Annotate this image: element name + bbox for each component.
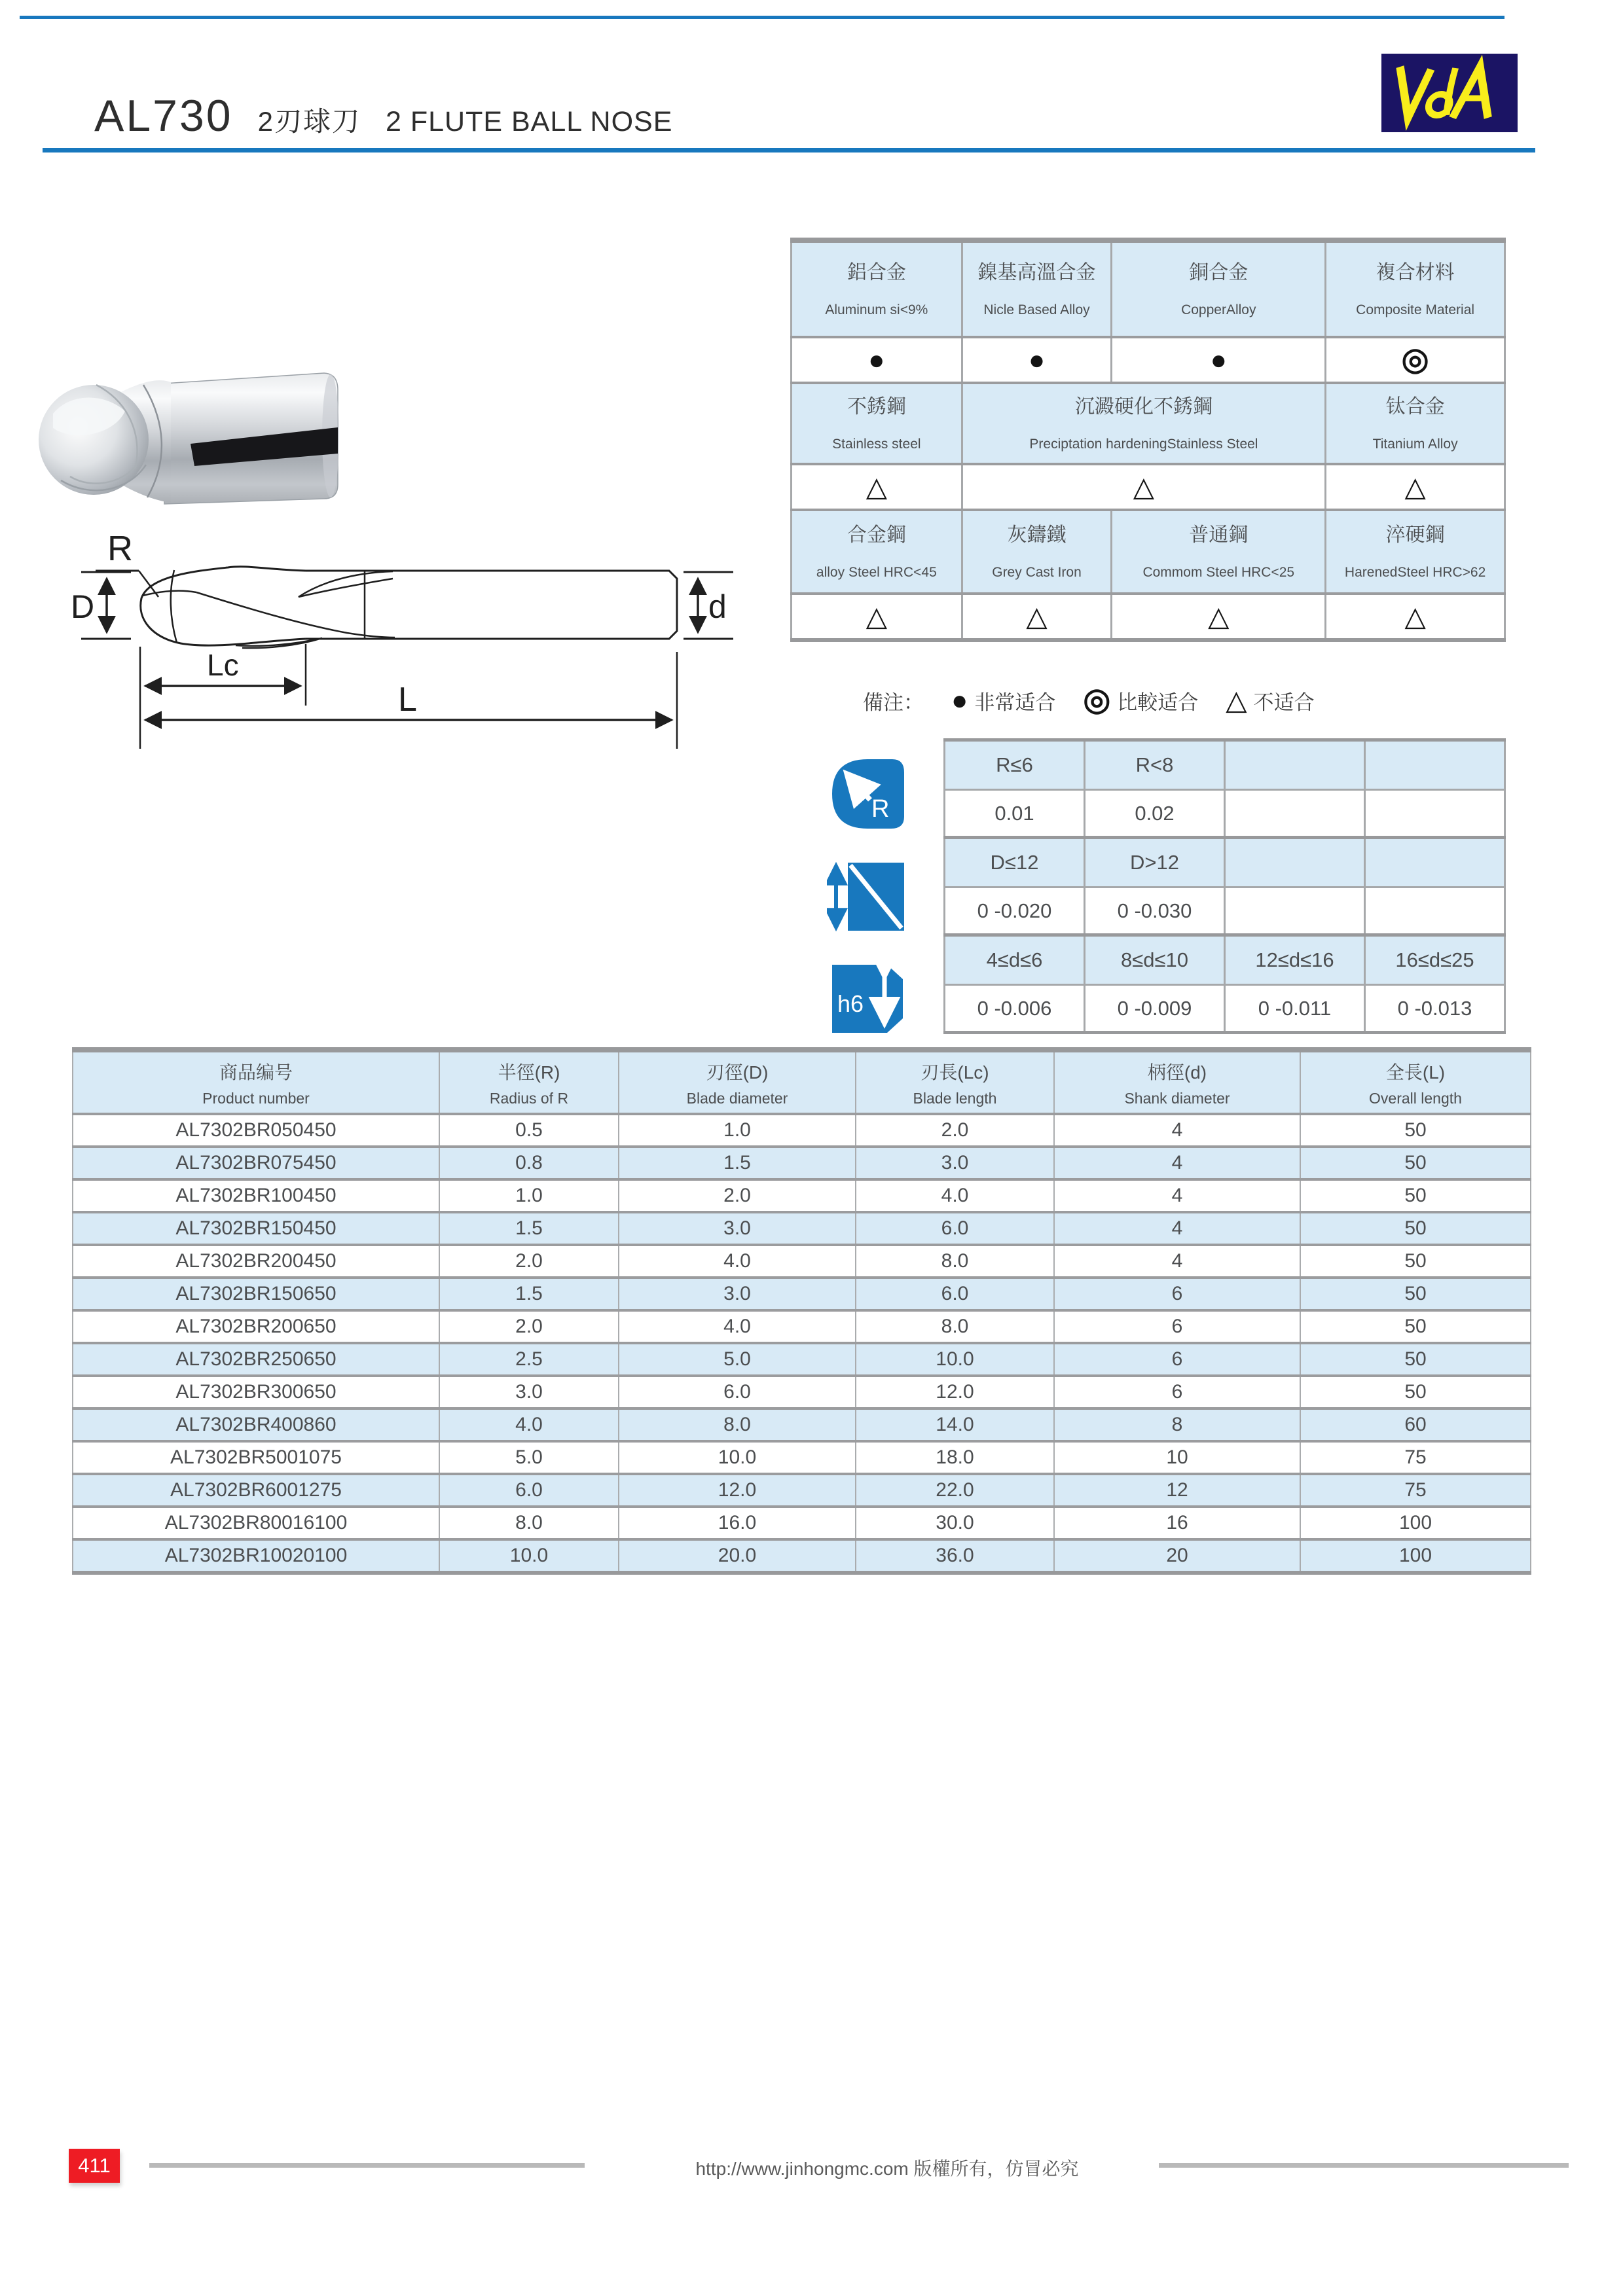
product-row: [73, 1114, 1531, 1147]
radius-value: 2.0: [439, 1245, 619, 1278]
material-en: CopperAlloy: [1181, 302, 1256, 318]
blade-diameter-value: 5.0: [619, 1343, 856, 1376]
tolerance-header-row: [945, 935, 1505, 985]
product-row: [73, 1310, 1531, 1343]
materials-table: [790, 238, 1506, 642]
tolerance-value: 0.01: [945, 790, 1085, 837]
legend-item: [1226, 686, 1314, 715]
product-row: [73, 1441, 1531, 1474]
blade-length-value: 36.0: [856, 1539, 1054, 1573]
tolerance-header-row: [945, 740, 1505, 790]
suitability-symbol: ●: [792, 337, 962, 383]
blade-diameter-value: 3.0: [619, 1278, 856, 1310]
triangle-icon: △: [1226, 685, 1247, 715]
tolerance-value: 0.02: [1085, 790, 1225, 837]
tolerance-range: [1225, 740, 1365, 790]
tolerance-value: [1225, 888, 1365, 935]
product-row: [73, 1245, 1531, 1278]
shank-diameter-value: 4: [1054, 1212, 1300, 1245]
page-number: 411: [78, 2154, 111, 2177]
radius-value: 6.0: [439, 1474, 619, 1507]
diameter-tolerance-icon: [827, 859, 905, 935]
product-row: [73, 1212, 1531, 1245]
tolerance-range: R<8: [1085, 740, 1225, 790]
filled-circle-icon: ●: [951, 685, 968, 715]
title-rule: [43, 148, 1535, 152]
blade-diameter-value: 3.0: [619, 1212, 856, 1245]
product-row: [73, 1408, 1531, 1441]
tolerance-range: [1365, 838, 1505, 888]
radius-value: 5.0: [439, 1441, 619, 1474]
overall-length-value: 50: [1300, 1114, 1531, 1147]
tolerance-value: 0 -0.006: [945, 985, 1085, 1033]
tolerance-value: 0 -0.030: [1085, 888, 1225, 935]
material-zh: 鎳基高溫合金: [977, 261, 1096, 283]
column-header: 半徑(R) Radius of R: [439, 1050, 619, 1114]
diagram-shank-diameter-label: d: [708, 588, 727, 625]
overall-length-value: 50: [1300, 1376, 1531, 1408]
shank-diameter-value: 6: [1054, 1343, 1300, 1376]
legend-label: 備注：: [863, 691, 924, 714]
shank-diameter-value: 8: [1054, 1408, 1300, 1441]
blade-diameter-value: 20.0: [619, 1539, 856, 1573]
material-zh: 不銹鋼: [847, 395, 906, 418]
material-zh: 鋁合金: [847, 261, 906, 283]
blade-length-value: 2.0: [856, 1114, 1054, 1147]
blade-length-value: 8.0: [856, 1310, 1054, 1343]
tolerance-value: 0 -0.009: [1085, 985, 1225, 1033]
material-name-row: [792, 240, 1505, 337]
tolerance-value: [1365, 790, 1505, 837]
blade-length-value: 10.0: [856, 1343, 1054, 1376]
product-row: [73, 1507, 1531, 1539]
overall-length-value: 60: [1300, 1408, 1531, 1441]
suitability-symbol: △: [792, 594, 962, 640]
product-table: [72, 1047, 1531, 1575]
tolerance-value: [1225, 790, 1365, 837]
material-en: HarenedSteel HRC>62: [1344, 565, 1486, 581]
suitability-symbol: ◎: [1326, 337, 1505, 383]
product-number: AL7302BR300650: [73, 1376, 439, 1408]
product-number: AL7302BR100450: [73, 1179, 439, 1212]
product-row: [73, 1179, 1531, 1212]
product-number: AL7302BR5001075: [73, 1441, 439, 1474]
suitability-symbol: △: [1112, 594, 1326, 640]
tolerance-range: R≤6: [945, 740, 1085, 790]
shank-diameter-value: 6: [1054, 1278, 1300, 1310]
material-suitability-row: [792, 337, 1505, 383]
tolerance-range: [1365, 740, 1505, 790]
blade-diameter-value: 2.0: [619, 1179, 856, 1212]
radius-value: 4.0: [439, 1408, 619, 1441]
series-code: AL730: [94, 91, 233, 141]
blade-length-value: 8.0: [856, 1245, 1054, 1278]
overall-length-value: 75: [1300, 1474, 1531, 1507]
diagram-diameter-label: D: [71, 588, 95, 625]
product-row: [73, 1376, 1531, 1408]
diagram-flute-length-label: Lc: [207, 648, 239, 682]
dimension-diagram: [39, 509, 792, 753]
suitability-symbol: ●: [962, 337, 1112, 383]
material-en: alloy Steel HRC<45: [816, 565, 937, 581]
page-number-badge: [69, 2149, 120, 2183]
tolerance-value: 0 -0.013: [1365, 985, 1505, 1033]
suitability-symbol: △: [792, 464, 962, 510]
footer-divider-right: [1159, 2163, 1569, 2168]
product-row: [73, 1539, 1531, 1573]
tolerance-range: 8≤d≤10: [1085, 935, 1225, 985]
blade-diameter-value: 6.0: [619, 1376, 856, 1408]
shank-diameter-value: 4: [1054, 1147, 1300, 1179]
shank-diameter-value: 20: [1054, 1539, 1300, 1573]
radius-value: 3.0: [439, 1376, 619, 1408]
overall-length-value: 50: [1300, 1212, 1531, 1245]
overall-length-value: 50: [1300, 1310, 1531, 1343]
blade-diameter-value: 8.0: [619, 1408, 856, 1441]
material-en: Stainless steel: [832, 437, 921, 452]
legend-item: [951, 686, 1055, 715]
shank-diameter-value: 12: [1054, 1474, 1300, 1507]
product-number: AL7302BR80016100: [73, 1507, 439, 1539]
series-name-zh: 2刃球刀: [257, 106, 361, 137]
page-title-row: [94, 90, 672, 141]
brand-logo: [1381, 54, 1518, 132]
radius-tolerance-table: [943, 738, 1506, 838]
series-name-en: 2 FLUTE BALL NOSE: [386, 106, 673, 137]
radius-value: 1.0: [439, 1179, 619, 1212]
product-number: AL7302BR150450: [73, 1212, 439, 1245]
overall-length-value: 75: [1300, 1441, 1531, 1474]
material-zh: 灰鑄鐵: [1007, 524, 1067, 546]
shank-diameter-value: 6: [1054, 1310, 1300, 1343]
suitability-symbol: △: [1326, 464, 1505, 510]
blade-length-value: 6.0: [856, 1278, 1054, 1310]
overall-length-value: 50: [1300, 1179, 1531, 1212]
product-row: [73, 1343, 1531, 1376]
material-zh: 普通鋼: [1189, 524, 1249, 546]
material-suitability-row: [792, 594, 1505, 640]
suitability-symbol: ●: [1112, 337, 1326, 383]
radius-value: 2.5: [439, 1343, 619, 1376]
blade-length-value: 22.0: [856, 1474, 1054, 1507]
blade-diameter-value: 10.0: [619, 1441, 856, 1474]
radius-value: 1.5: [439, 1212, 619, 1245]
column-header: 全長(L) Overall length: [1300, 1050, 1531, 1114]
product-row: [73, 1474, 1531, 1507]
h6-icon-label: h6: [837, 990, 864, 1017]
column-header: 商品编号 Product number: [73, 1050, 439, 1114]
product-number: AL7302BR075450: [73, 1147, 439, 1179]
radius-tolerance-icon: [827, 757, 905, 833]
material-zh: 沉澱硬化不銹鋼: [1074, 395, 1213, 418]
material-zh: 合金鋼: [847, 524, 906, 546]
tolerance-range: [1225, 838, 1365, 888]
overall-length-value: 50: [1300, 1278, 1531, 1310]
shank-diameter-value: 16: [1054, 1507, 1300, 1539]
product-number: AL7302BR10020100: [73, 1539, 439, 1573]
blade-diameter-value: 4.0: [619, 1245, 856, 1278]
overall-length-value: 100: [1300, 1539, 1531, 1573]
material-en: Aluminum si<9%: [825, 302, 928, 318]
product-number: AL7302BR250650: [73, 1343, 439, 1376]
material-en: Commom Steel HRC<25: [1142, 565, 1295, 581]
product-table-section: [72, 1047, 1530, 1575]
legend-item-text: 非常适合: [974, 691, 1056, 714]
blade-length-value: 3.0: [856, 1147, 1054, 1179]
radius-icon-label: R: [871, 795, 890, 823]
overall-length-value: 100: [1300, 1507, 1531, 1539]
suitability-symbol: △: [962, 594, 1112, 640]
overall-length-value: 50: [1300, 1343, 1531, 1376]
blade-length-value: 18.0: [856, 1441, 1054, 1474]
radius-value: 0.5: [439, 1114, 619, 1147]
column-header: 刃長(Lc) Blade length: [856, 1050, 1054, 1114]
product-photo: [36, 361, 340, 518]
legend-item-text: 不适合: [1253, 691, 1315, 714]
product-table-header-row: [73, 1050, 1531, 1114]
blade-diameter-value: 12.0: [619, 1474, 856, 1507]
material-zh: 钛合金: [1385, 395, 1445, 418]
material-name-row: [792, 383, 1505, 464]
shank-diameter-value: 4: [1054, 1114, 1300, 1147]
suitability-symbol: △: [1326, 594, 1505, 640]
tolerance-value: 0 -0.020: [945, 888, 1085, 935]
legend-item-text: 比較适合: [1117, 691, 1199, 714]
top-rule: [20, 16, 1504, 19]
diameter-tolerance-table: [943, 836, 1506, 935]
product-number: AL7302BR200450: [73, 1245, 439, 1278]
overall-length-value: 50: [1300, 1245, 1531, 1278]
tolerance-range: 4≤d≤6: [945, 935, 1085, 985]
blade-length-value: 30.0: [856, 1507, 1054, 1539]
material-suitability-row: [792, 464, 1505, 510]
blade-diameter-value: 1.5: [619, 1147, 856, 1179]
tolerance-value: [1365, 888, 1505, 935]
blade-length-value: 4.0: [856, 1179, 1054, 1212]
shank-diameter-value: 4: [1054, 1179, 1300, 1212]
blade-length-value: 12.0: [856, 1376, 1054, 1408]
tolerance-range: 16≤d≤25: [1365, 935, 1505, 985]
diagram-radius-label: R: [107, 529, 133, 568]
product-number: AL7302BR150650: [73, 1278, 439, 1310]
shank-diameter-value: 10: [1054, 1441, 1300, 1474]
radius-value: 2.0: [439, 1310, 619, 1343]
material-name-row: [792, 510, 1505, 594]
legend: [863, 685, 1315, 716]
suitability-symbol: △: [962, 464, 1326, 510]
tolerance-range: 12≤d≤16: [1225, 935, 1365, 985]
material-zh: 淬硬鋼: [1385, 524, 1445, 546]
product-number: AL7302BR6001275: [73, 1474, 439, 1507]
product-row: [73, 1147, 1531, 1179]
radius-value: 1.5: [439, 1278, 619, 1310]
footer-divider-left: [149, 2163, 585, 2168]
tolerance-range: D≤12: [945, 838, 1085, 888]
column-header: 刃徑(D) Blade diameter: [619, 1050, 856, 1114]
diagram-overall-length-label: L: [398, 681, 417, 719]
material-en: Grey Cast Iron: [992, 565, 1082, 581]
tolerance-value-row: [945, 888, 1505, 935]
material-en: Composite Material: [1356, 302, 1475, 318]
tolerance-header-row: [945, 838, 1505, 888]
footer-copyright: http://www.jinhongmc.com 版權所有，仿冒必究: [695, 2159, 1079, 2179]
tolerance-value: 0 -0.011: [1225, 985, 1365, 1033]
blade-diameter-value: 16.0: [619, 1507, 856, 1539]
blade-length-value: 14.0: [856, 1408, 1054, 1441]
tolerance-range: D>12: [1085, 838, 1225, 888]
tolerance-value-row: [945, 790, 1505, 837]
material-zh: 銅合金: [1189, 261, 1249, 283]
shank-diameter-value: 4: [1054, 1245, 1300, 1278]
overall-length-value: 50: [1300, 1147, 1531, 1179]
h6-tolerance-table: [943, 933, 1506, 1034]
shank-tolerance-icon: [827, 961, 905, 1037]
product-row: [73, 1278, 1531, 1310]
column-header: 柄徑(d) Shank diameter: [1054, 1050, 1300, 1114]
radius-value: 0.8: [439, 1147, 619, 1179]
shank-diameter-value: 6: [1054, 1376, 1300, 1408]
material-zh: 複合材料: [1376, 261, 1455, 283]
product-number: AL7302BR200650: [73, 1310, 439, 1343]
double-circle-icon: ◎: [1083, 683, 1111, 717]
radius-value: 8.0: [439, 1507, 619, 1539]
legend-item: [1083, 685, 1198, 716]
material-en: Titanium Alloy: [1372, 437, 1458, 452]
product-number: AL7302BR400860: [73, 1408, 439, 1441]
material-en: Nicle Based Alloy: [983, 302, 1090, 318]
blade-diameter-value: 1.0: [619, 1114, 856, 1147]
tolerance-value-row: [945, 985, 1505, 1033]
blade-diameter-value: 4.0: [619, 1310, 856, 1343]
radius-value: 10.0: [439, 1539, 619, 1573]
product-number: AL7302BR050450: [73, 1114, 439, 1147]
material-en: Preciptation hardeningStainless Steel: [1029, 437, 1258, 452]
blade-length-value: 6.0: [856, 1212, 1054, 1245]
